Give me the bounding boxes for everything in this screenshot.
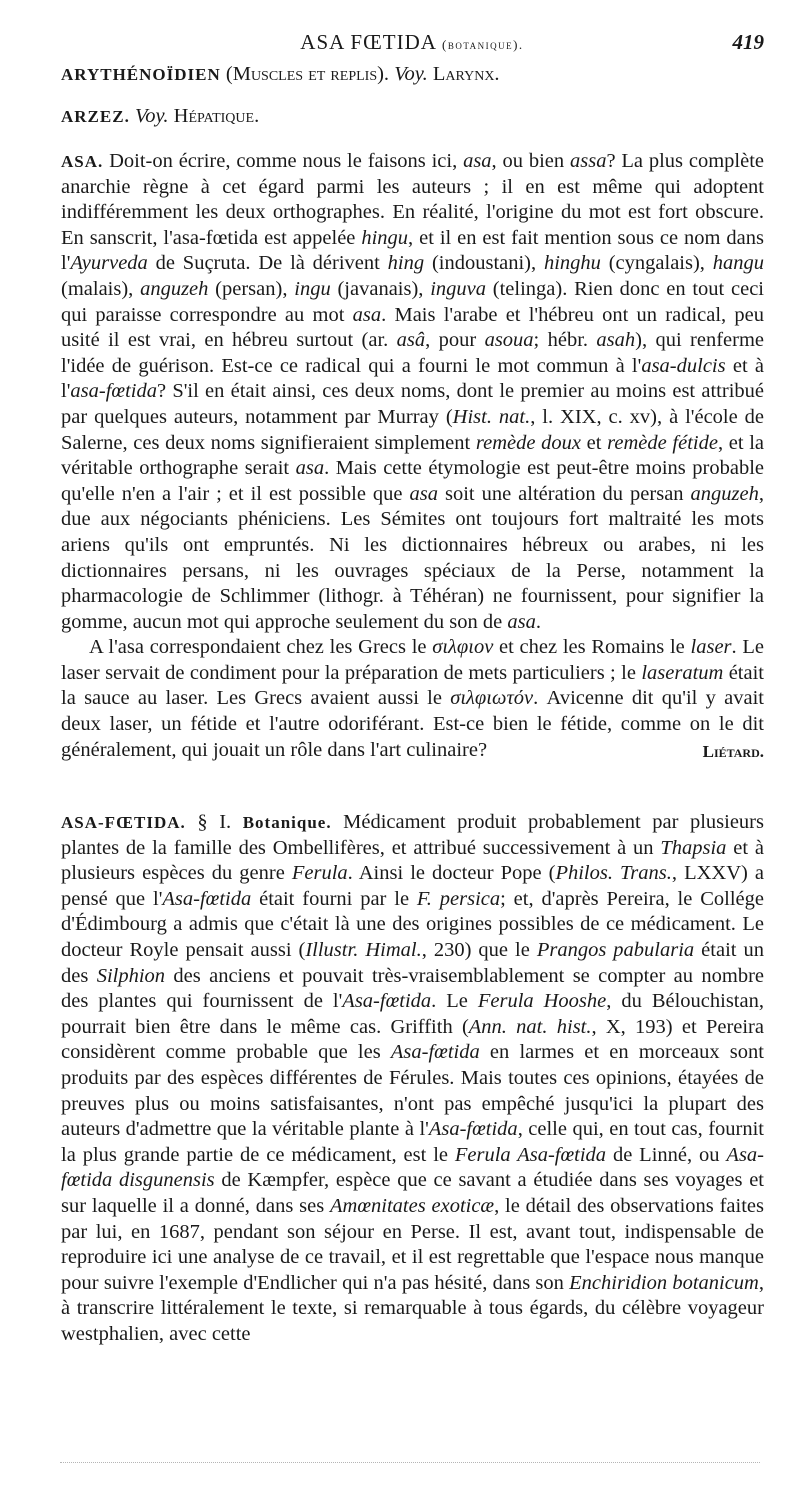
italic-run: asoua [484, 329, 534, 352]
italic-run: asah [596, 329, 636, 352]
text-run: , à transcrire littéralement le texte, si remarquable à tous égards, du célèbre voyageur westphalien, avec cette [61, 1271, 764, 1345]
text-run: . Ainsi le docteur Pope ( [347, 862, 556, 885]
italic-run: Ann. nat. hist. [468, 1015, 592, 1038]
entry-headword: ARZEZ. [61, 107, 130, 126]
text-run: , l. XIX, c. xv), à l'école de Salerne, ces deux noms signifieraient simplement [61, 405, 765, 454]
entry-asa-paragraph-1 [61, 149, 764, 635]
italic-run: Hist. nat. [452, 405, 531, 428]
italic-run: remède doux [475, 431, 581, 454]
greek-run: σιλφιον [432, 636, 494, 659]
text-run: ( [220, 63, 233, 85]
text-run: . Avicenne dit qu'il y avait deux laser, un fétide et l'autre odoriférant. Est-ce bien le fétide, comme on le dit généralement, qui jouait un rôle dans l'art culinaire? [61, 687, 764, 761]
entry-headword: ASA-FŒTIDA. [61, 813, 186, 832]
section-mark: § I. [185, 811, 243, 833]
italic-run: laser [690, 636, 732, 659]
italic-run: Asa-fœtida [390, 1041, 480, 1064]
text-run: , due aux négociants phéniciens. Les Sémites ont toujours fort maltraité les mots ariens qu'ils ont empruntés. Ni les dictionnaires hébreux ou arabes, ni les dictionnaires persans, ni les ouvrages spéciaux de la Perse, notamment la pharmacologie de Schlimmer (lithogr. à Téhéran) ne fournissent, pour signifier la gomme, aucun mot qui approche seulement du son de [61, 482, 764, 633]
text-run: en larmes et en morceaux sont produits par des espèces différentes de Férules. Mais toutes ces opinions, étayées de preuves plus ou moins satisfaisantes, n'ont pas empêché jusqu'ici la plupart des auteurs d'admettre que la véritable plante à l' [61, 1041, 764, 1141]
italic-run: F. persica [416, 887, 501, 910]
text-run: , X, 193) et Pereira considèrent comme probable que les [61, 1015, 764, 1064]
text-run: , et il en est fait mention sous ce nom dans l' [61, 226, 764, 275]
text-run: et à l' [61, 354, 764, 403]
italic-run: Philos. Trans. [555, 862, 672, 885]
text-run: , et la véritable orthographe serait [61, 431, 765, 480]
text-run: , pour [425, 329, 485, 352]
italic-run: hing [387, 252, 425, 275]
italic-run: Asa-fœtida [428, 1118, 518, 1141]
running-title-text: ASA FŒTIDA [300, 30, 436, 54]
text-run: A l'asa correspondaient chez les Grecs le [89, 636, 433, 659]
text-run: , 230) que le [421, 938, 537, 961]
text-run: . Mais cette étymologie est peut-être moins probable qu'elle n'en a l'air ; et il est possible que [61, 457, 764, 505]
italic-run: Silphion [96, 964, 166, 987]
italic-run: asâ [396, 329, 426, 352]
italic-run: Illustr. Himal. [305, 938, 422, 961]
text-run: , celle qui, en tout cas, fournit la plus grande partie de ce médicament, est le [61, 1118, 764, 1166]
italic-run: Thapsia [660, 836, 727, 859]
text-run: (persan), [208, 277, 295, 300]
text-run: Médicament produit probablement par plusieurs plantes de la famille des Ombellifères, et attribué successivement à un [61, 811, 764, 859]
cross-ref-voy: Voy. [394, 63, 428, 85]
italic-run: laseratum [641, 661, 724, 684]
text-run: (javanais), [330, 277, 431, 300]
italic-run: inguva [430, 277, 486, 300]
text-run: . [535, 610, 541, 633]
italic-run: Ayurveda [70, 252, 148, 275]
entry-headword: ARYTHÉNOÏDIEN [61, 65, 221, 84]
running-subtitle: (botanique). [442, 37, 524, 52]
italic-run: Ferula Hooshe [477, 990, 607, 1013]
entry-headword: ASA. [61, 152, 104, 171]
italic-run: Amœnitates exoticæ [330, 1194, 495, 1217]
italic-run: Asa-fœtida [162, 887, 252, 910]
text-run: ? La plus complète anarchie règne à cet égard parmi les auteurs ; il en est même qui adoptent indifféremment les deux orthographes. En réalité, l'origine du mot est fort obscure. En sanscrit, l'asa-fœtida est appelée [61, 150, 764, 249]
italic-run: asa [463, 150, 492, 172]
text-run: (indoustani), [424, 252, 544, 275]
italic-run: anguzeh [140, 277, 209, 300]
italic-run: asa-dulcis [641, 354, 726, 377]
italic-run: hingu [361, 226, 409, 249]
greek-run: σιλφιωτόν [450, 687, 534, 710]
text-run: ; et, d'après Pereira, le Collége d'Édimbourg a admis que c'était là une des origines possibles de ce médicament. Le docteur Royle pensait aussi ( [61, 887, 764, 961]
text-run: . Mais l'arabe et l'hébreu ont un radical, peu usité il est vrai, en hébreu surtout (ar. [61, 303, 764, 352]
footer-dotted-rule [60, 1462, 760, 1463]
text-run: et à plusieurs espèces du genre [61, 836, 764, 885]
text-run: et [581, 431, 608, 454]
italic-run: assa [569, 150, 607, 172]
entry-asa-foetida [61, 810, 764, 1347]
text-run: de Linné, ou [606, 1143, 727, 1166]
section-title: Botanique. [242, 813, 332, 832]
entry-asa-paragraph-2 [61, 635, 764, 763]
italic-run: Enchiridion botanicum [569, 1271, 759, 1294]
text-run: , LXXV) a pensé que l' [61, 862, 764, 910]
italic-run: remède fétide [607, 431, 718, 454]
italic-run: asa [409, 482, 438, 505]
italic-run: asa [352, 303, 382, 326]
entry-asa-foetida-paragraph [61, 810, 764, 1347]
italic-run: Asa-fœtida [342, 990, 432, 1013]
text-run: était la sauce au laser. Les Grecs avaient aussi le [61, 661, 764, 710]
italic-run: Ferula Asa-fœtida [454, 1143, 607, 1166]
italic-run: Prangos pabularia [536, 938, 695, 961]
text-run: soit une altération du persan [437, 482, 691, 505]
cross-ref-voy: Voy. [129, 105, 174, 127]
italic-run: ingu [294, 277, 331, 300]
text-run: Doit-on écrire, comme nous le faisons ici, [103, 150, 464, 172]
text-run: était fourni par le [251, 887, 417, 910]
entry-asa [61, 149, 764, 764]
text-run: ). [377, 63, 395, 85]
text-run: . Le laser servait de condiment pour la préparation de mets particuliers ; le [61, 636, 764, 684]
text-run: . Le [431, 990, 478, 1013]
italic-run: Asa-fœtida disgunensis [61, 1143, 764, 1192]
text-run: et chez les Romains le [493, 636, 691, 659]
italic-run: hinghu [543, 252, 601, 275]
text-run: (malais), [61, 277, 141, 300]
text-run: , ou bien [491, 150, 570, 172]
text-run: (telinga). Rien donc en tout ceci qui paraisse correspondre au mot [61, 277, 765, 326]
text-run: des anciens et pouvait très-vraisemblablement se compter au nombre des plantes qui fournissent de l' [61, 964, 765, 1013]
italic-run: asa-fœtida [70, 380, 157, 403]
author-signature: Liétard. [702, 741, 764, 761]
cross-ref-target: Hépatique. [173, 105, 260, 127]
text-run: , le détail des observations faites par lui, en 1687, pendant son séjour en Perse. Il est, avant tout, indispensable de reproduire ici une analyse de ce travail, et il est regrettable que l'espace nous manque pour suivre l'exemple d'Endlicher qui n'a pas hésité, dans son [61, 1194, 764, 1294]
entry-arzez [61, 104, 764, 130]
italic-run: asa [507, 610, 536, 633]
text-run: , du Bélouchistan, pourrait bien être dans le même cas. Griffith ( [61, 990, 764, 1038]
running-title [60, 30, 764, 55]
text-run: ; hébr. [533, 329, 597, 352]
italic-run: anguzeh [690, 482, 759, 505]
running-header [60, 30, 764, 58]
italic-run: asa [295, 457, 325, 480]
text-run: de Kæmpfer, espèce que ce savant a étudiée dans ses voyages et sur laquelle il a donné, dans ses [61, 1169, 764, 1217]
text-run: était un des [61, 938, 764, 987]
italic-run: Ferula [291, 862, 348, 885]
text-run: ), qui renferme l'idée de guérison. Est-ce ce radical qui a fourni le mot commun à l' [61, 329, 764, 377]
text-run: de Suçruta. De là dérivent [147, 252, 388, 275]
text-run: Muscles et replis [232, 63, 378, 85]
cross-ref-target: Larynx. [427, 63, 500, 85]
page-number: 419 [732, 30, 764, 54]
text-run: ? S'il en était ainsi, ces deux noms, dont le premier au moins est attribué par quelques auteurs, notamment par Murray ( [61, 380, 764, 428]
text-run: (cyngalais), [600, 252, 713, 275]
italic-run: hangu [712, 252, 764, 275]
entry-arythenoidien [61, 62, 764, 88]
